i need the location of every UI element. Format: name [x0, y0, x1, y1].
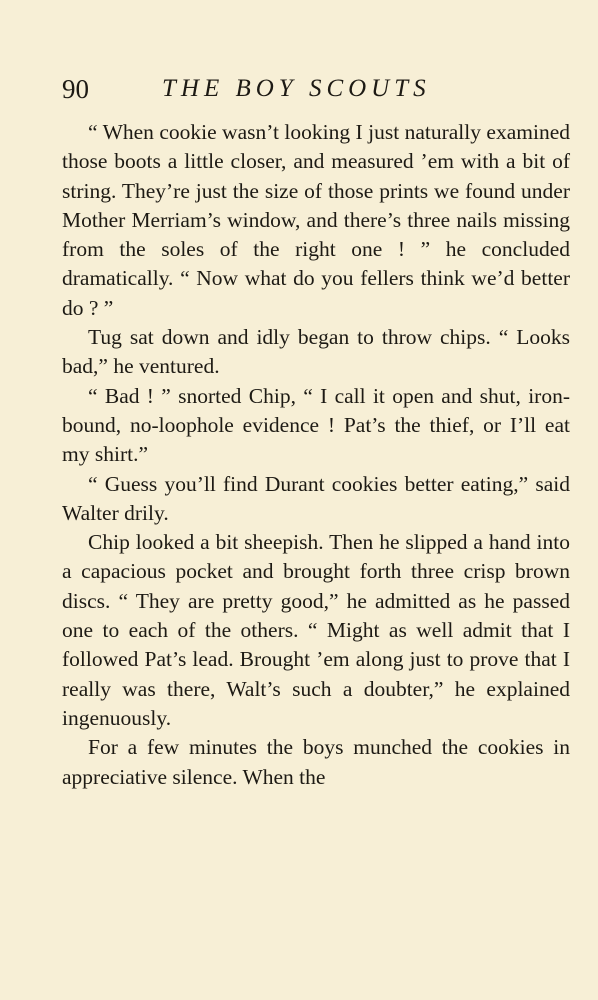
paragraph: “ When cookie wasn’t looking I just naturally examined those boots a little closer, and measured ’em with a bit of string. They’re just the size of those prints we found under Mother Merriam’s window, and there’s three nails missing from the soles of the right one ! ” he concluded dramatically. “ Now what do you fellers think we’d better do ? ” — [62, 120, 570, 320]
body-text — [62, 118, 570, 792]
running-title: THE BOY SCOUTS — [162, 75, 431, 102]
running-head — [62, 70, 572, 108]
paragraph: Tug sat down and idly began to throw chips. “ Looks bad,” he ventured. — [62, 325, 570, 379]
paragraph: “ Guess you’ll find Durant cookies better eating,” said Walter drily. — [62, 471, 570, 525]
paragraph: For a few minutes the boys munched the cookies in appreciative silence. When the — [62, 735, 570, 789]
paragraph: “ Bad ! ” snorted Chip, “ I call it open and shut, iron-bound, no-loophole evidence ! Pat’s the thief, or I’ll eat my shirt.” — [62, 383, 570, 467]
paragraph: Chip looked a bit sheepish. Then he slipped a hand into a capacious pocket and brought forth three crisp brown discs. “ They are pretty good,” he admitted as he passed one to each of the others. “ Might as well admit that I followed Pat’s lead. Brought ’em along just to prove that I really was there, Walt’s such a doubter,” he explained ingenuously. — [62, 530, 570, 730]
page-number: 90 — [62, 74, 89, 104]
